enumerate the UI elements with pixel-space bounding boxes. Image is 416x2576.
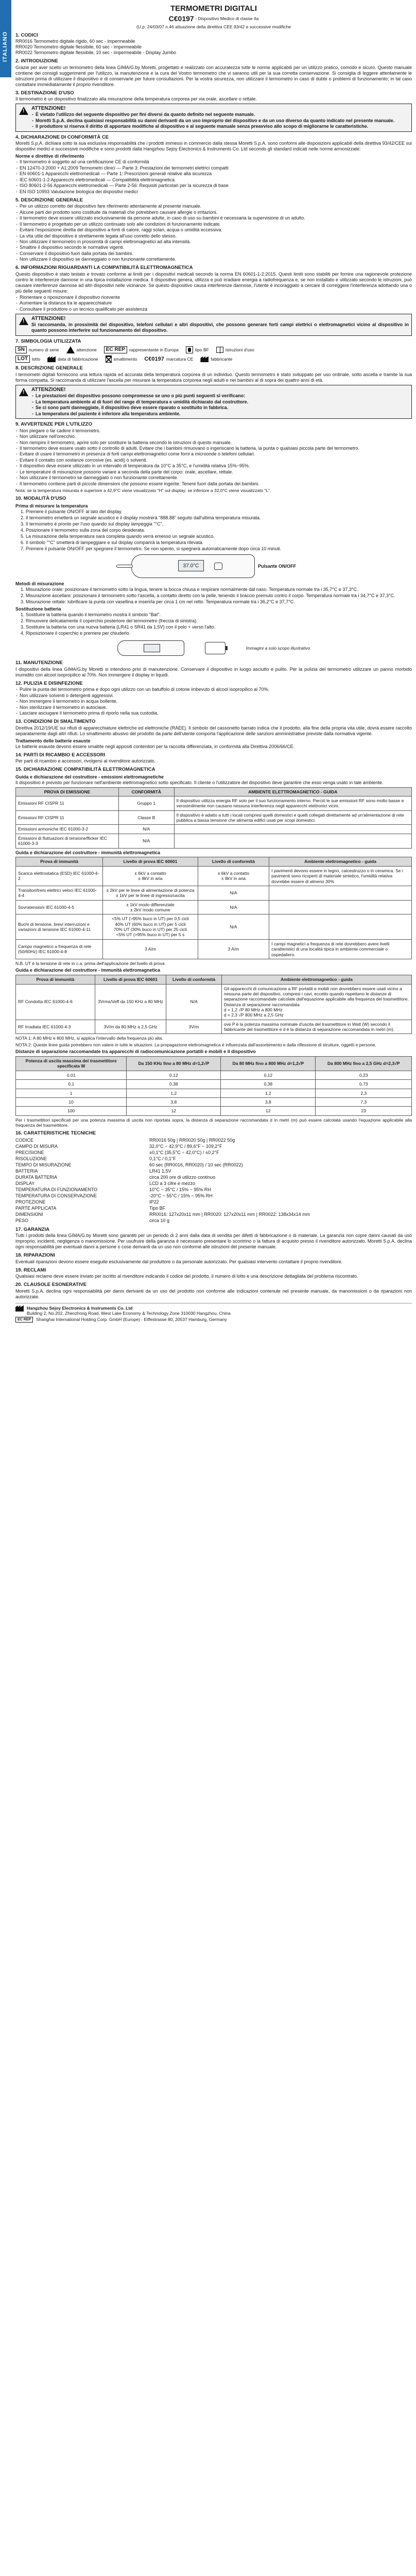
general-item: - Evitare l'esposizione diretta del dispositivo a fonti di calore, raggi solari, acqua o umidità eccessiva. xyxy=(20,227,412,233)
section-usage-title: 10. MODALITÀ D'USO xyxy=(15,496,66,502)
general-item: - Non utilizzare il dispositivo se danneggiato o non funzionante correttamente. xyxy=(20,257,412,262)
language-tab xyxy=(0,0,11,77)
ce-mark: C€0197 xyxy=(168,14,194,23)
battery-diagram xyxy=(15,640,412,656)
warning-item: - Non piegare o far cadere il termometro. xyxy=(20,428,412,434)
crossed-bin-icon xyxy=(106,355,112,363)
method-item: 2. Misurazione ascellare: posizionare il termometro sotto l'ascella, a contatto diretto con la pelle, tenendo il braccio premuto contro il corpo. Temperatura normale tra i 34,7°C e 37,3°C. xyxy=(21,593,395,599)
table-row: RF Irradiata IEC 61000-4-3 3V/m da 80 MHz a 2,5 GHz 3V/m ove P è la potenza massima nominale d'uscita del trasmettitore in Watt (W) secondo il fabbricante del trasmettitore e d è la distanza di separazione raccomandata in metri (m). xyxy=(16,1020,412,1034)
battery-caption: Immagini a solo scopo illustrativo xyxy=(246,646,310,651)
manufacturer-icon xyxy=(15,1306,24,1312)
ec-rep-icon: EC REP xyxy=(104,346,127,353)
warning-item: - Evitare il contatto con sostanze corrosive (es. acidi) o solventi. xyxy=(20,457,412,463)
warning-icon xyxy=(19,107,28,115)
disposal-text: Direttiva 2012/19/UE sui rifiuti di apparecchiature elettriche ed elettroniche (RAEE). Il simbolo del cassonetto barrato indica che il prodotto, alla fine della propria vita utile, dovrà essere raccolto separatamente dagli altri rifiuti. Lo smaltimento abusivo del prodotto da parte dell'utente comporta l'applicazione delle sanzioni amministrative previste dalla normativa vigente. xyxy=(15,725,412,736)
serial-icon: SN xyxy=(15,346,27,353)
symbol-ifu: istruzioni d'uso xyxy=(216,347,254,353)
table-row: Transitori/treni elettrici veloci IEC 61000-4-4 ± 2kV per le linee di alimentazione di potenza ± 1kV per le linee di ingresso/uscita N/A xyxy=(16,886,412,900)
section-symbols-title: 7. SIMBOLOGIA UTILIZZATA xyxy=(15,338,81,344)
separation-table-title: Distanze di separazione raccomandate tra apparecchi di radiocomunicazione portatili e mobili e il dispositivo xyxy=(15,1049,256,1055)
cleaning-item: - Non sterilizzare il termometro in autoclave. xyxy=(20,705,412,710)
section-emc-title: 6. INFORMAZIONI RIGUARDANTI LA COMPATIBILITÀ ELETTROMAGNETICA xyxy=(15,265,193,271)
general-item: - Smaltire il dispositivo secondo le normative vigenti. xyxy=(20,245,412,250)
table-header: Prova di immunità xyxy=(16,975,95,984)
cleaning-item: - Lasciare asciugare il termometro prima di riporlo nella sua custodia. xyxy=(20,710,412,716)
warning-icon xyxy=(19,388,28,396)
power-button-callout: Pulsante ON/OFF xyxy=(257,563,296,569)
immunity-table xyxy=(15,857,412,959)
ce-text2: (U.p. 24/03/07 n.46 attuazione della direttiva CEE 93/42 e successive modifiche xyxy=(136,24,291,30)
table-row: RF Condotta IEC 61000-4-6 3Vrms/Veff da 150 KHz a 80 MHz N/A Gli apparecchi di comunicazione a RF portatili e mobili non dovrebbero essere usati vicino a nessuna parte del dispositivo, compresi i cavi, eccetto quando rispettano le distanze di separazione raccomandate calcolate dall'equazione applicabile alla frequenza del trasmettitore. Distanza di separazione raccomandata d = 1,2 √P 80 MHz a 800 MHz d = 2,3 √P 800 MHz a 2,5 GHz xyxy=(16,984,412,1020)
symbol-date: data di fabbricazione xyxy=(47,356,98,362)
warning-item: - Il termometro deve essere usato sotto il controllo di adulti. Evitare che i bambini rimuovano o ingeriscano la batteria, la punta o qualsiasi piccola parte del termometro. xyxy=(20,446,412,451)
general-item: - Per un utilizzo corretto del dispositivo fare riferimento attentamente al presente manuale. xyxy=(20,204,412,209)
warning-item: - Il termometro contiene parti di piccole dimensioni che possono essere ingerite. Tenere fuori dalla portata dei bambini. xyxy=(20,481,412,487)
emc-text: Questo dispositivo è stato testato e trovato conforme ai limiti per i dispositivi medicali secondo la norma EN 60601-1-2:2015. Questi limiti sono stabiliti per fornire una ragionevole protezione contro le interferenze dannose in una tipica installazione medica. Il dispositivo genera, utilizza e può irradiare energia a radiofrequenza e, se non installato e utilizzato secondo le istruzioni, può causare interferenze dannose ad altri dispositivi nelle vicinanze. Se questo dispositivo causa interferenze dannose, l'utente è incoraggiato a cercare di correggere l'interferenza adottando una o più delle seguenti misure: xyxy=(15,271,412,294)
table-row: 10 3,8 3,8 7,3 xyxy=(16,1097,412,1106)
warning-box xyxy=(15,385,412,419)
ce-icon: C€0197 xyxy=(144,355,164,362)
table-header: Ambiente elettromagnetico - guida xyxy=(269,857,412,866)
symbol-warning: attenzione xyxy=(66,346,97,353)
section-general-title: 5. DESCRIZIONE GENERALE xyxy=(15,197,83,203)
thermometer-icon xyxy=(131,554,255,578)
section-emc-declaration-title: 15. DICHIARAZIONE COMPATIBILITÀ ELETTROMAGNETICA xyxy=(15,767,155,773)
table-header: Ambiente elettromagnetico - guida xyxy=(221,975,411,984)
table-header: Da 150 KHz fino a 80 MHz d=1,2√P xyxy=(127,1057,221,1071)
power-button-icon xyxy=(214,563,222,570)
warning-item: - La temperatura del paziente è inferiore alla temperatura ambiente. xyxy=(36,411,409,417)
emissions-guide-text: Il dispositivo è previsto per funzionare nell'ambiente elettromagnetico sotto specificato. Il cliente o l'utilizzatore del dispositivo deve garantire che esso venga usato in tale ambiente. xyxy=(15,779,384,785)
usage-step: 1. Premere il pulsante ON/OFF al lato del display. xyxy=(21,509,123,514)
table-row: Emissioni di fluttuazioni di tensione/flicker IEC 61000-3-3 N/A xyxy=(16,834,412,848)
warning-item: - Le prestazioni del dispositivo possono compromesse se uno o più punti seguenti si verificano: xyxy=(36,393,409,399)
manufacturer-address: Building 2, No.202, Zhenzhong Road, West Lake Economy & Technology Zone 310030 Hangzhou, China xyxy=(27,1310,231,1316)
thermometer-tip xyxy=(116,565,133,568)
claims-text: Qualsiasi reclamo deve essere inviato per iscritto al rivenditore indicando il codice del prodotto, il numero di lotto e una descrizione dettagliata del problema riscontrato. xyxy=(15,1274,358,1279)
usage-intro: Prima di misurare la temperatura xyxy=(15,503,88,509)
norm-item: - ISO 80601-2-56 Apparecchi elettromedicali — Parte 2-56: Requisiti particolari per la sicurezza di base xyxy=(20,183,412,189)
table-header: AMBIENTE ELETTROMAGNETICO - GUIDA xyxy=(174,787,411,796)
general-item: - Il termometro è progettato per un utilizzo continuato solo alle condizioni di funzionamento indicate. xyxy=(20,222,412,227)
methods-title: Metodi di misurazione xyxy=(15,581,64,587)
table-row: 0,01 0,12 0,12 0,23 xyxy=(16,1071,412,1079)
manufacturer-icon xyxy=(200,356,209,362)
code-row: RR0022 Termometro digitale flessibile, 10 sec - impermeabile - Display Jumbo xyxy=(15,50,176,56)
section-disclaimer-title: 20. CLAUSOLE ESONERATIVE xyxy=(15,1282,87,1288)
table-row: 100 12 12 23 xyxy=(16,1107,412,1115)
cleaning-item: - Non immergere il termometro in acqua bollente. xyxy=(20,699,412,704)
warning-item: - Le temperature di misurazione possono variare a seconda della parte del corpo: orale, ascellare, rettale. xyxy=(20,469,412,475)
battery-step: 4. Riposizionare il coperchio e premere per chiuderlo. xyxy=(21,631,131,636)
battery-icon xyxy=(205,642,226,654)
usage-step: 3. Il termometro è pronto per l'uso quando sul display lampeggia "°C". xyxy=(21,521,164,527)
cleaning-item: - Non utilizzare solventi o detergenti aggressivi. xyxy=(20,693,412,699)
warning-item: - Non utilizzare nell'orecchio. xyxy=(20,434,412,439)
table-header: Livello di conformità xyxy=(166,975,222,984)
general-item: - La vita utile del dispositivo è strettamente legata all'uso corretto dello stesso. xyxy=(20,233,412,239)
table-row: 1 1,2 1,2 2,3 xyxy=(16,1089,412,1097)
norm-item: - IEC 60601-1-2 Apparecchi elettromedicali — Compatibilità elettromagnetica xyxy=(20,177,412,183)
warning-item: - Se ci sono parti danneggiate, il dispositivo deve essere riparato o sostituito in fabbrica. xyxy=(36,405,409,411)
symbols-row xyxy=(15,355,412,363)
table-row: 0,1 0,38 0,38 0,73 xyxy=(16,1080,412,1089)
section-use-title: 3. DESTINAZIONE D'USO xyxy=(15,90,74,96)
table-header: Livello di prova IEC 60601 xyxy=(95,975,166,984)
section-specs-title: 16. CARATTERISTICHE TECNICHE xyxy=(15,1130,96,1137)
eu-representative: Shanghai International Holding Corp. GmbH (Europe) - Eiffestrasse 80, 20537 Hamburg, Germany xyxy=(36,1317,227,1323)
battery-step: 1. Sostituire la batteria quando il termometro mostra il simbolo "Bat". xyxy=(21,612,161,618)
section-ce-title: 4. DICHIARAZIONE DI CONFORMITÀ CE xyxy=(15,134,109,140)
emc-item: - Riorientare o riposizionare il dispositivo ricevente xyxy=(20,295,412,300)
ce-declaration: Moretti S.p.A. dichiara sotto la sua esclusiva responsabilità che i prodotti immessi in commercio dalla stessa Moretti S.p.A. sono conformi alle disposizioni applicabili della direttiva 93/42/CEE sui dispositivi medici e successive modifiche e sono prodotti dalla Hangzhou Sejoy Electronics & Instruments Co. Ltd secondo gli standard indicati nelle norme armonizzate: xyxy=(15,141,412,152)
table-row: Scarica elettrostatica (ESD) IEC 61000-4-2 ± 6kV a contatto ± 8kV in aria ± 6kV a contatto ± 8kV in aria I pavimenti devono essere in legno, calcestruzzo o in ceramica. Se i pavimenti sono ricoperti di materiale sintetico, l'umidità relativa dovrebbe essere di almeno 30% xyxy=(16,866,412,886)
thermometer-icon xyxy=(117,640,184,656)
thermometer-illustration xyxy=(15,554,412,578)
specs-grid: CODICE RR0016 50g | RR0020 50g | RR0022 50g CAMPO DI MISURA 32,0°C ~ 42,9°C / 89,6°F ~ 109,2°F PRECISIONE ±0,1°C (35,5°C ~ 42,0°C) / ±0,2°F RISOLUZIONE 0,1°C / 0,1°F TEMPO DI MISURAZIONE 60 sec (RR0016, RR0020) / 10 sec (RR0022) BATTERIA LR41 1,5V DURATA BATTERIA circa 200 ore di utilizzo continuo DISPLAY LCD a 3 cifre e mezzo TEMPERATURA DI FUNZIONAMENTO 10°C ~ 35°C / 15% ~ 95% RH TEMPERATURA DI CONSERVAZIONE -20°C ~ 55°C / 15% ~ 95% RH PROTEZIONE IP22 PARTE APPLICATA Tipo BF DIMENSIONI RR0016: 127x20x11 mm | RR0020: 127x20x11 mm | RR0022: 138x34x14 mm PESO circa 10 g xyxy=(15,1138,310,1224)
section-disposal-title: 13. CONDIZIONI DI SMALTIMENTO xyxy=(15,719,96,725)
table-header: Prova di immunità xyxy=(16,857,103,866)
symbol-lot: LOT lotto xyxy=(15,355,40,363)
symbol-ce: C€0197 marcatura CE xyxy=(144,355,194,362)
general-item: - Alcune parti del prodotto sono costituite da materiali che potrebbero causare allergie o irritazioni. xyxy=(20,210,412,215)
symbol-ec-rep: EC REP rappresentante in Europa xyxy=(104,346,179,353)
ce-line xyxy=(15,14,412,23)
warning-icon xyxy=(19,317,28,325)
battery-disposal-title: Trattamento delle batterie esauste xyxy=(15,738,91,743)
warning-icon xyxy=(66,346,75,353)
section-warranty-title: 17. GARANZIA xyxy=(15,1226,49,1232)
symbol-manufacturer: fabbricante xyxy=(200,356,232,362)
warranty-text: Tutti i prodotti della linea GIMA/G.by Moretti sono garantiti per un periodo di 2 anni dalla data di vendita per difetti di fabbricazione o di materiale. La garanzia non copre danni causati da uso improprio, incidenti, negligenza o manomissione. Per usufruire della garanzia è necessario presentare lo scontrino o la fattura di acquisto presso il rivenditore autorizzato. Moretti S.p.A. declina ogni responsabilità per eventuali danni a persone o cose derivanti da un uso non conforme alle istruzioni del presente manuale. xyxy=(15,1233,412,1250)
rf-note-1: NOTA 1: A 80 MHz e 800 MHz, si applica l'intervallo della frequenza più alta. xyxy=(15,1036,163,1041)
section-maintenance-title: 11. MANUTENZIONE xyxy=(15,660,63,666)
warning-item: - Il produttore si riserva il diritto di apportare modifiche al dispositivo e al seguente manuale senza preavviso allo scopo di migliorarne le caratteristiche. xyxy=(36,124,409,129)
section-intro-title: 2. INTRODUZIONE xyxy=(15,58,58,64)
section-repairs-title: 18. RIPARAZIONI xyxy=(15,1252,55,1258)
norm-item: - Il termometro è soggetto ad una certificazione CE di conformità xyxy=(20,159,412,165)
table-header: Livello di conformità xyxy=(198,857,269,866)
norm-item: - EN 12470-3:2000 + A1:2009 Termometri clinici — Parte 3: Prestazioni dei termometri elettrici compatti xyxy=(20,165,412,171)
usage-step: 4. Posizionare il termometro sulla zona del corpo desiderata. xyxy=(21,527,145,533)
symbol-bf: tipo BF xyxy=(186,346,209,353)
table-row: Buchi di tensione, brevi interruzioni e variazioni di tensione IEC 61000-4-11 <5% UT (>95% buco in UT) per 0,5 cicli 40% UT (60% buco in UT) per 5 cicli 70% UT (30% buco in UT) per 25 cicli <5% UT (>95% buco in UT) per 5 s N/A xyxy=(16,914,412,939)
use-text: Il termometro è un dispositivo finalizzato alla misurazione della temperatura corporea per via orale, ascellare o rettale. xyxy=(15,96,257,102)
code-row: RR0020 Termometro digitale flessibile, 60 sec - impermeabile xyxy=(15,44,142,50)
warning-item: - Non utilizzare il termometro se danneggiato o non funzionante correttamente. xyxy=(20,475,412,481)
ce-text: - Dispositivo Medico di classe IIa xyxy=(195,16,259,22)
general-item: - Il termometro deve essere utilizzato esclusivamente da persone adulte, in caso di uso su bambini è necessaria la supervisione di un adulto. xyxy=(20,215,412,221)
disclaimer-text: Moretti S.p.A. declina ogni responsabilità per danni derivanti da un uso del prodotto non conforme alle indicazioni contenute nel presente manuale, da manomissioni o da riparazioni non autorizzate. xyxy=(15,1288,412,1299)
cleaning-item: - Pulire la punta del termometro prima e dopo ogni utilizzo con un batuffolo di cotone imbevuto di alcool isopropilico al 70%. xyxy=(20,687,412,692)
intro-text: Grazie per aver scelto un termometro della linea GIMA/G.by Moretti, progettato e realizzato con accuratezza tutte le norme applicabili per un utilizzo pratico, comodo e sicuro. Questo manuale contiene dei consigli suggerimenti per l'utilizzo, la manutenzione e la cura del Vostro termometro che vi saranno utili per la sua corretta conservazione. Si consiglia di leggere attentamente le istruzioni prima di utilizzare il dispositivo e di conservarle per future consultazioni. Per la vostra sicurezza, non utilizzare il termometro in caso di dubbi o problemi di funzionamento; in tal caso contattare immediatamente il proprio rivenditore. xyxy=(15,64,412,87)
section-claims-title: 19. RECLAMI xyxy=(15,1267,46,1273)
warning-item: - Evitare di usare il termometro in presenza di forti campi elettromagnetici come forni a microonde o telefoni cellulari. xyxy=(20,451,412,457)
table-row: Campo magnetico a frequenza di rete (50/60Hz) IEC 61000-4-8 3 A/m 3 A/m I campi magnetici a frequenza di rete dovrebbero avere livelli caratteristici di una località tipica in ambiente commerciale o ospedaliero. xyxy=(16,939,412,959)
usage-step: 6. Il simbolo "°C" smetterà di lampeggiare e sul display comparirà la temperatura rilevata. xyxy=(21,539,204,545)
symbol-serial: SN numero di serie xyxy=(15,346,59,353)
section-cleaning-title: 12. PULIZIA E DISINFEZIONE xyxy=(15,680,83,686)
repairs-text: Eventuali riparazioni devono essere eseguite esclusivamente dal produttore o da personale autorizzato. Per qualsiasi intervento contattare il proprio rivenditore. xyxy=(15,1259,343,1264)
warning-head: ATTENZIONE! xyxy=(31,386,66,393)
rf-immunity-table xyxy=(15,975,412,1034)
immunity-rf-guide-title: Guida e dichiarazione del costruttore - immunità elettromagnetica xyxy=(15,968,161,973)
battery-disposal-text: Le batterie esauste devono essere smaltite negli appositi contenitori per la raccolta differenziata, in conformità alla Direttiva 2006/66/CE. xyxy=(15,743,295,749)
ec-rep-icon: EC REP xyxy=(15,1317,33,1323)
warnings-note: Nota: se la temperatura misurata è superiore a 42,9°C viene visualizzato "H" sul display; se inferiore a 32,0°C viene visualizzato "L". xyxy=(15,487,271,493)
norms-title: Norme e direttive di riferimento xyxy=(15,154,84,159)
thermometer-display: 37.0°C xyxy=(178,560,204,571)
separation-note: Per i trasmettitori specificati per una potenza massima di uscita non riportata sopra, la distanza di separazione raccomandata d in metri (m) può essere calcolata usando l'equazione applicabile alla frequenza del trasmettitore. xyxy=(15,1117,412,1128)
separation-table xyxy=(15,1056,412,1116)
symbol-disposal: smaltimento xyxy=(106,355,137,363)
warning-text: Si raccomanda, in prossimità del dispositivo, telefoni cellulari e altri dispositivi, che possono generare forti campi elettrici o elettromagnetici vicino al dispositivo in quanto possono interferire sul funzionamento del dispositivo. xyxy=(31,321,409,333)
code-row: RR0016 Termometro digitale rigido, 60 sec - impermeabile xyxy=(15,39,135,44)
table-header: Potenza di uscita massima del trasmettitore specificata W xyxy=(16,1057,127,1071)
emc-item: - Consultare il produttore o un tecnico qualificato per assistenza xyxy=(20,307,412,312)
warning-item: - La temperatura ambiente al di fuori del range di temperatura e umidità dichiarato dal costruttore. xyxy=(36,399,409,405)
warning-head: ATTENZIONE! xyxy=(31,106,66,112)
page-title: TERMOMETRI DIGITALI xyxy=(170,4,257,13)
emc-item: - Aumentare la distanza tra le apparecchiature xyxy=(20,300,412,306)
usage-step: 5. La misurazione della temperatura sarà completa quando verrà emesso un segnale acustico. xyxy=(21,533,215,539)
manufacturer-block xyxy=(15,1303,412,1323)
spare-parts-text: Per parti di ricambio e accessori, rivolgersi al rivenditore autorizzato. xyxy=(15,758,156,764)
table-row: Emissioni RF CISPR 11 Gruppo 1 Il dispositivo utilizza energia RF solo per il suo funzionamento interno. Perciò le sue emissioni RF sono molto basse e verosimilmente non causano nessuna interferenza negli apparecchi elettronici vicini. xyxy=(16,796,412,811)
section-spare-parts-title: 14. PARTI DI RICAMBIO E ACCESSORI xyxy=(15,752,106,758)
section-codes-title: 1. CODICI xyxy=(15,32,38,38)
method-item: 3. Misurazione rettale: lubrificare la punta con vasellina e inserirla per circa 1 cm nel retto. Temperatura normale tra i 36,2°C e 37,7°C. xyxy=(21,599,295,605)
lot-icon: LOT xyxy=(15,355,30,363)
manual-page xyxy=(15,4,412,1324)
warning-box xyxy=(15,104,412,132)
general-item: - Conservare il dispositivo fuori dalla portata dei bambini. xyxy=(20,251,412,257)
battery-step: 3. Sostituire la batteria con una nuova batteria (LR41 o SR41 da 1,5V) con il polo + verso l'alto. xyxy=(21,624,216,630)
emissions-guide-title: Guida e dichiarazione del costruttore - emissioni elettromagnetiche xyxy=(15,774,164,779)
warning-item: - Il dispositivo deve essere utilizzato in un intervallo di temperatura da 10°C a 35°C, e l'umidità relativa 15%~95%. xyxy=(20,463,412,469)
maintenance-text: I dispositivi della linea GIMA/G.by Moretti si intendono privi di manutenzione. Conservare il dispositivo in luogo asciutto e pulito. Per la pulizia del termometro utilizzare un panno morbido inumidito con alcool isopropilico al 70%. Non immergere il display in liquidi. xyxy=(15,666,412,677)
manufacturer-name: Hangzhou Sejoy Electronics & Instruments Co. Ltd xyxy=(27,1305,133,1311)
section-description-title: 8. DESCRIZIONE GENERALE xyxy=(15,365,83,371)
warning-box xyxy=(15,314,412,336)
table-row: Emissioni armoniche IEC 61000-3-2 N/A xyxy=(16,825,412,834)
language-label: ITALIANO xyxy=(2,31,8,62)
battery-title: Sostituzione batteria xyxy=(15,606,61,612)
table-header: Da 800 MHz fino a 2,5 GHz d=2,3√P xyxy=(316,1057,412,1071)
immunity-note: N.B. UT è la tensione di rete in c.a. prima dell'applicazione del livello di prova xyxy=(15,960,165,966)
description-text: I termometri digitali forniscono una lettura rapida ed accurata della temperatura corporea di un individuo. Questo termometro è stato sviluppato per uso ordinale, sotto ascella e tramite la sua forma compatta. Si raccomanda di utilizzare l'ascella per misurare la temperatura corporea negli adulti e nei bambini al di sopra dei quattro anni di età. xyxy=(15,372,412,383)
warning-item: - È vietato l'utilizzo del seguente dispositivo per fini diversi da quanto definito nel seguente manuale. xyxy=(36,112,409,117)
table-header: Da 80 MHz fino a 800 MHz d=1,2√P xyxy=(221,1057,316,1071)
emissions-table xyxy=(15,787,412,849)
method-item: 1. Misurazione orale: posizionare il termometro sotto la lingua, tenere la bocca chiusa e respirare normalmente dal naso. Temperatura normale tra i 35,7°C e 37,3°C. xyxy=(21,587,358,592)
general-item: - Non utilizzare il termometro in prossimità di campi elettromagnetici ad alta intensità. xyxy=(20,239,412,245)
norm-item: - EN ISO 10993 Valutazione biologica dei dispositivi medici xyxy=(20,189,412,195)
table-header: Livello di prova IEC 60601 xyxy=(103,857,198,866)
usage-step: 7. Premere il pulsante ON/OFF per spegnere il termometro. Se non spento, si spegnerà automaticamente dopo circa 10 minuti. xyxy=(21,546,282,551)
norm-item: - EN 60601-1 Apparecchi elettromedicali — Parte 1: Prescrizioni generali relative alla sicurezza xyxy=(20,171,412,177)
immunity-guide-title: Guida e dichiarazione del costruttore - immunità elettromagnetica xyxy=(15,850,161,855)
manufacture-date-icon xyxy=(47,356,56,362)
warning-item: - Non riempire il termometro, aprire solo per sostituire la batteria secondo le istruzioni di questo manuale. xyxy=(20,440,412,446)
symbols-row xyxy=(15,346,412,353)
warning-item: - Moretti S.p.A. declina qualsiasi responsabilità su danni derivanti da un uso improprio del dispositivo e da un uso diverso da quanto indicato nel presente manuale. xyxy=(36,118,409,124)
bf-part-icon xyxy=(186,346,193,353)
table-header: PROVA DI EMISSIONE xyxy=(16,787,119,796)
warning-head: ATTENZIONE! xyxy=(31,315,66,321)
rf-note-2: NOTA 2: Queste linee guida potrebbero non valere in tutte le situazioni. La propagazione elettromagnetica è influenzata dall'assorbimento e dalla riflessione di strutture, oggetti e persone. xyxy=(15,1042,376,1047)
table-row: Emissioni RF CISPR 11 Classe B Il dispositivo è adatto a tutti i locali compresi quelli domestici e quelli collegati direttamente ad un'alimentazione di rete pubblica a bassa tensione che alimenta edifici usati per scopi domestici. xyxy=(16,810,412,825)
table-header: CONFORMITÀ xyxy=(118,787,174,796)
battery-step: 2. Rimuovere delicatamente il coperchio posteriore del termometro (freccia di sinistra). xyxy=(21,618,198,624)
usage-step: 2. Il termometro emetterà un segnale acustico e il display mostrerà "888.88" seguito dall'ultima temperatura misurata. xyxy=(21,515,261,520)
table-row: Sovratensioni IEC 61000-4-5 ± 1kV modo differenziale ± 2kV modo comune N/A xyxy=(16,900,412,914)
section-warnings-title: 9. AVVERTENZE PER L'UTILIZZO xyxy=(15,421,92,428)
instructions-icon xyxy=(216,347,223,353)
